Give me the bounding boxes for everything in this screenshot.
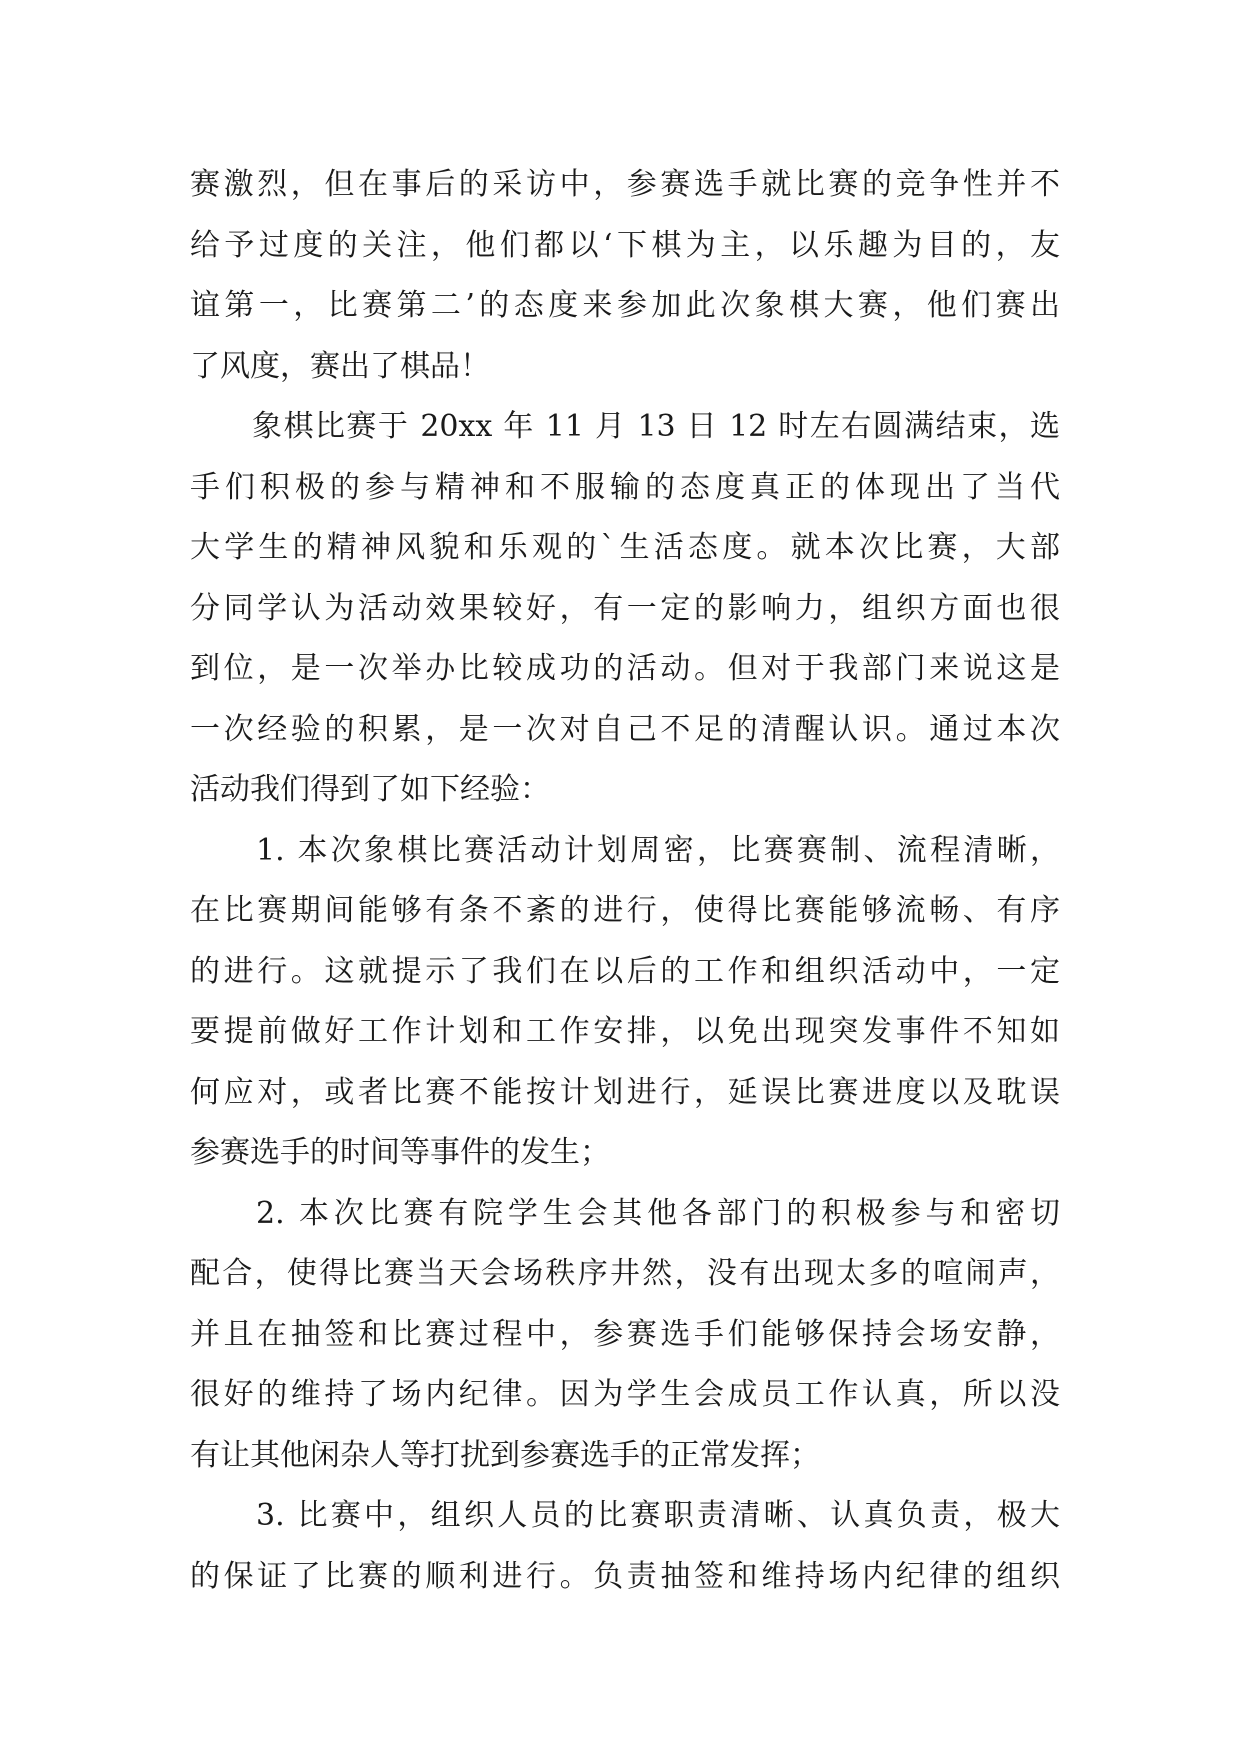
paragraph-line: 配合，使得比赛当天会场秩序井然，没有出现太多的喧闹声，: [190, 1256, 1060, 1291]
paragraph-line: 参赛选手的时间等事件的发生；: [190, 1135, 610, 1170]
paragraph-line: 谊第一，比赛第二’的态度来参加此次象棋大赛，他们赛出: [190, 288, 1060, 323]
paragraph-line: 到位，是一次举办比较成功的活动。但对于我部门来说这是: [190, 651, 1060, 686]
paragraph-line: 了风度，赛出了棋品！: [190, 348, 490, 384]
list-item-2: [190, 1184, 1060, 1487]
paragraph-line: 活动我们得到了如下经验：: [190, 772, 550, 807]
list-item-1: [190, 821, 1060, 1184]
paragraph-line: 大学生的精神风貌和乐观的`生活态度。就本次比赛，大部: [190, 530, 1060, 565]
paragraph-line: 1. 本次象棋比赛活动计划周密，比赛赛制、流程清晰，: [256, 832, 1060, 868]
paragraph-line: 分同学认为活动效果较好，有一定的影响力，组织方面也很: [190, 590, 1060, 626]
paragraph-line: 有让其他闲杂人等打扰到参赛选手的正常发挥；: [190, 1437, 820, 1473]
paragraph-line: 很好的维持了场内纪律。因为学生会成员工作认真，所以没: [190, 1377, 1060, 1412]
document-body: [190, 155, 1060, 1607]
paragraph-line: 的保证了比赛的顺利进行。负责抽签和维持场内纪律的组织: [190, 1558, 1060, 1594]
paragraph-line: 并且在抽签和比赛过程中，参赛选手们能够保持会场安静，: [190, 1316, 1060, 1352]
paragraph-line: 手们积极的参与精神和不服输的态度真正的体现出了当代: [190, 469, 1060, 505]
paragraph-line: 2. 本次比赛有院学生会其他各部门的积极参与和密切: [256, 1195, 1060, 1231]
paragraph-1: [190, 155, 1060, 397]
paragraph-line: 3. 比赛中，组织人员的比赛职责清晰、认真负责，极大: [256, 1498, 1060, 1533]
list-item-3: [190, 1486, 1060, 1607]
paragraph-line: 何应对，或者比赛不能按计划进行，延误比赛进度以及耽误: [190, 1074, 1060, 1110]
paragraph-line: 给予过度的关注，他们都以‘下棋为主，以乐趣为目的，友: [190, 227, 1060, 263]
paragraph-line: 一次经验的积累，是一次对自己不足的清醒认识。通过本次: [190, 711, 1060, 747]
paragraph-2: [190, 397, 1060, 821]
paragraph-line: 的进行。这就提示了我们在以后的工作和组织活动中，一定: [190, 953, 1060, 989]
paragraph-line: 象棋比赛于 20xx 年 11 月 13 日 12 时左右圆满结束，选: [252, 409, 1060, 444]
paragraph-line: 在比赛期间能够有条不紊的进行，使得比赛能够流畅、有序: [190, 893, 1060, 928]
paragraph-line: 赛激烈，但在事后的采访中，参赛选手就比赛的竞争性并不: [190, 167, 1060, 202]
paragraph-line: 要提前做好工作计划和工作安排，以免出现突发事件不知如: [190, 1014, 1060, 1049]
